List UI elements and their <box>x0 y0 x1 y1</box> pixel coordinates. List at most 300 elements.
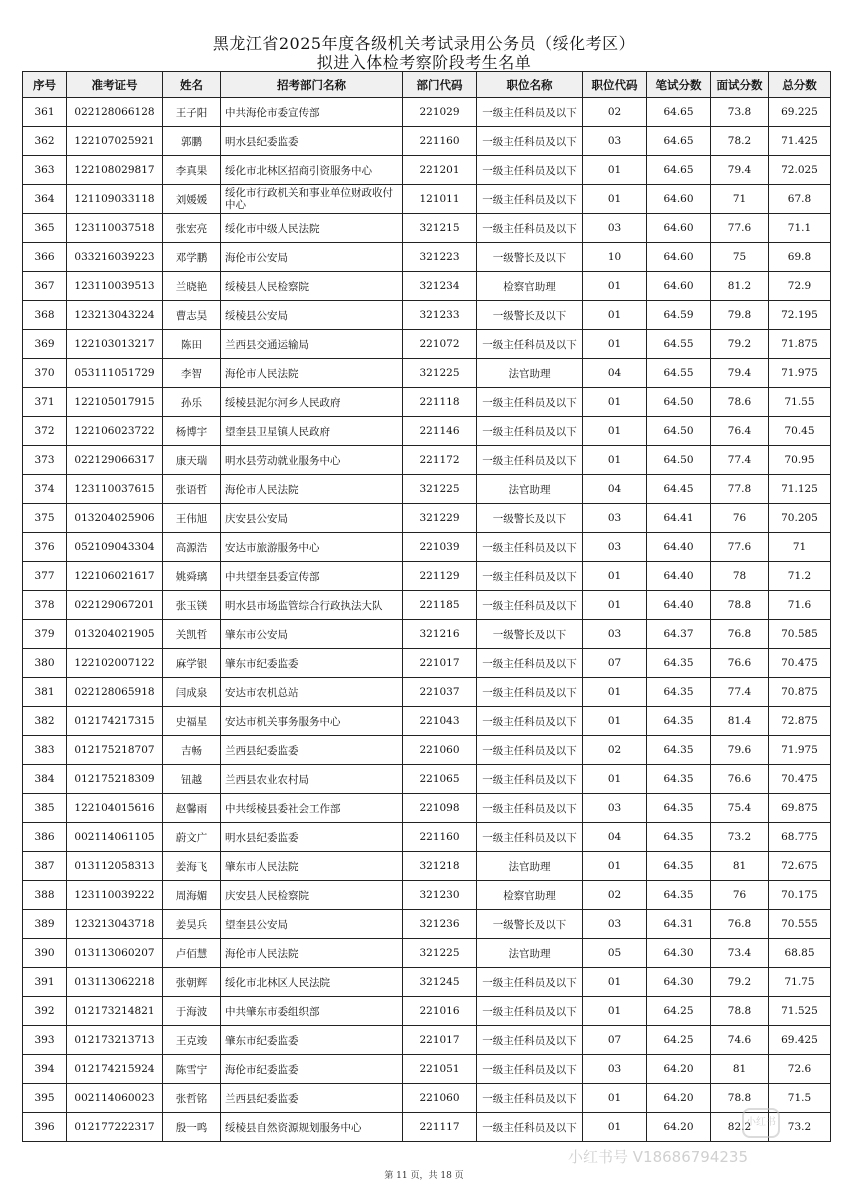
cell-department: 安达市农机总站 <box>221 678 403 707</box>
cell-exam-id: 123110039513 <box>67 272 163 301</box>
cell-department: 海伦市纪委监委 <box>221 1055 403 1084</box>
document-title: 黑龙江省2025年度各级机关考试录用公务员（绥化考区） <box>212 34 636 53</box>
column-header-dept-code: 部门代码 <box>403 72 477 98</box>
table-row <box>23 185 831 214</box>
cell-written-score: 64.35 <box>647 794 711 823</box>
table-row <box>23 475 831 504</box>
cell-position: 一级主任科员及以下 <box>477 388 583 417</box>
cell-total-score: 70.205 <box>769 504 831 533</box>
cell-total-score: 70.585 <box>769 620 831 649</box>
table-body <box>23 98 831 1142</box>
table-row <box>23 823 831 852</box>
cell-total-score: 71.125 <box>769 475 831 504</box>
cell-position: 一级主任科员及以下 <box>477 736 583 765</box>
cell-position-code: 01 <box>583 1113 647 1142</box>
cell-dept-code: 321225 <box>403 359 477 388</box>
cell-total-score: 69.875 <box>769 794 831 823</box>
cell-position: 法官助理 <box>477 359 583 388</box>
cell-position: 一级警长及以下 <box>477 243 583 272</box>
cell-total-score: 71.75 <box>769 968 831 997</box>
cell-department: 明水县纪委监委 <box>221 127 403 156</box>
cell-index: 386 <box>23 823 67 852</box>
cell-interview-score: 76.6 <box>711 765 769 794</box>
cell-exam-id: 121109033118 <box>67 185 163 214</box>
table-row <box>23 707 831 736</box>
cell-position: 检察官助理 <box>477 272 583 301</box>
cell-written-score: 64.41 <box>647 504 711 533</box>
cell-index: 367 <box>23 272 67 301</box>
cell-position: 法官助理 <box>477 939 583 968</box>
cell-position: 一级主任科员及以下 <box>477 794 583 823</box>
cell-dept-code: 321234 <box>403 272 477 301</box>
cell-index: 381 <box>23 678 67 707</box>
cell-index: 377 <box>23 562 67 591</box>
cell-position-code: 01 <box>583 388 647 417</box>
cell-name: 兰晓艳 <box>163 272 221 301</box>
cell-index: 374 <box>23 475 67 504</box>
table-row <box>23 649 831 678</box>
cell-index: 362 <box>23 127 67 156</box>
cell-total-score: 70.875 <box>769 678 831 707</box>
cell-index: 372 <box>23 417 67 446</box>
column-header-position-code: 职位代码 <box>583 72 647 98</box>
cell-name: 孙乐 <box>163 388 221 417</box>
cell-position-code: 01 <box>583 301 647 330</box>
cell-written-score: 64.35 <box>647 765 711 794</box>
cell-exam-id: 012174215924 <box>67 1055 163 1084</box>
cell-position: 一级主任科员及以下 <box>477 98 583 127</box>
cell-index: 376 <box>23 533 67 562</box>
cell-name: 李真果 <box>163 156 221 185</box>
table-row <box>23 359 831 388</box>
cell-exam-id: 013204021905 <box>67 620 163 649</box>
cell-name: 陈田 <box>163 330 221 359</box>
cell-name: 郭鹏 <box>163 127 221 156</box>
cell-written-score: 64.55 <box>647 359 711 388</box>
cell-exam-id: 123213043718 <box>67 910 163 939</box>
cell-department: 海伦市公安局 <box>221 243 403 272</box>
cell-written-score: 64.50 <box>647 388 711 417</box>
cell-department: 绥化市中级人民法院 <box>221 214 403 243</box>
table-row <box>23 504 831 533</box>
cell-position: 一级主任科员及以下 <box>477 1084 583 1113</box>
table-row <box>23 968 831 997</box>
candidate-table <box>22 71 831 1142</box>
cell-total-score: 71.55 <box>769 388 831 417</box>
cell-name: 张宏亮 <box>163 214 221 243</box>
cell-dept-code: 221072 <box>403 330 477 359</box>
cell-dept-code: 321216 <box>403 620 477 649</box>
cell-name: 张朝辉 <box>163 968 221 997</box>
cell-dept-code: 221098 <box>403 794 477 823</box>
cell-name: 张玉镁 <box>163 591 221 620</box>
cell-interview-score: 75 <box>711 243 769 272</box>
cell-position: 一级主任科员及以下 <box>477 649 583 678</box>
cell-position: 一级主任科员及以下 <box>477 562 583 591</box>
cell-interview-score: 79.2 <box>711 968 769 997</box>
cell-index: 394 <box>23 1055 67 1084</box>
cell-position-code: 04 <box>583 475 647 504</box>
cell-exam-id: 122106023722 <box>67 417 163 446</box>
cell-written-score: 64.60 <box>647 243 711 272</box>
table-row <box>23 214 831 243</box>
cell-position: 一级主任科员及以下 <box>477 1026 583 1055</box>
watermark-text: 小红书号 V18686794235 <box>568 1148 749 1166</box>
cell-position-code: 01 <box>583 997 647 1026</box>
cell-position-code: 01 <box>583 272 647 301</box>
cell-written-score: 64.45 <box>647 475 711 504</box>
table-row <box>23 1026 831 1055</box>
column-header-written-score: 笔试分数 <box>647 72 711 98</box>
cell-written-score: 64.20 <box>647 1113 711 1142</box>
cell-written-score: 64.35 <box>647 823 711 852</box>
cell-department: 庆安县人民检察院 <box>221 881 403 910</box>
table-row <box>23 272 831 301</box>
cell-name: 史福星 <box>163 707 221 736</box>
cell-total-score: 71.5 <box>769 1084 831 1113</box>
cell-index: 393 <box>23 1026 67 1055</box>
cell-position-code: 07 <box>583 1026 647 1055</box>
cell-department: 中共望奎县委宣传部 <box>221 562 403 591</box>
cell-position: 一级主任科员及以下 <box>477 968 583 997</box>
cell-interview-score: 71 <box>711 185 769 214</box>
cell-position-code: 01 <box>583 765 647 794</box>
cell-total-score: 70.45 <box>769 417 831 446</box>
cell-total-score: 70.95 <box>769 446 831 475</box>
cell-name: 刘媛媛 <box>163 185 221 214</box>
table-row <box>23 388 831 417</box>
cell-interview-score: 76.8 <box>711 910 769 939</box>
cell-interview-score: 78.8 <box>711 997 769 1026</box>
table-row <box>23 852 831 881</box>
cell-position: 一级主任科员及以下 <box>477 678 583 707</box>
cell-name: 康天瑞 <box>163 446 221 475</box>
cell-dept-code: 321229 <box>403 504 477 533</box>
cell-interview-score: 79.4 <box>711 359 769 388</box>
cell-index: 391 <box>23 968 67 997</box>
cell-written-score: 64.55 <box>647 330 711 359</box>
cell-exam-id: 022129066317 <box>67 446 163 475</box>
cell-interview-score: 76.4 <box>711 417 769 446</box>
cell-interview-score: 77.6 <box>711 533 769 562</box>
cell-index: 366 <box>23 243 67 272</box>
cell-exam-id: 022128065918 <box>67 678 163 707</box>
cell-written-score: 64.37 <box>647 620 711 649</box>
cell-department: 中共肇东市委组织部 <box>221 997 403 1026</box>
table-row <box>23 301 831 330</box>
cell-interview-score: 73.2 <box>711 823 769 852</box>
cell-name: 赵馨雨 <box>163 794 221 823</box>
cell-total-score: 71.2 <box>769 562 831 591</box>
cell-total-score: 70.555 <box>769 910 831 939</box>
cell-name: 邓学鹏 <box>163 243 221 272</box>
cell-total-score: 71.875 <box>769 330 831 359</box>
cell-index: 380 <box>23 649 67 678</box>
cell-position: 一级主任科员及以下 <box>477 417 583 446</box>
cell-dept-code: 321233 <box>403 301 477 330</box>
cell-index: 375 <box>23 504 67 533</box>
cell-interview-score: 73.8 <box>711 98 769 127</box>
cell-department: 绥棱县泥尔河乡人民政府 <box>221 388 403 417</box>
cell-name: 姚舜璃 <box>163 562 221 591</box>
column-header-interview-score: 面试分数 <box>711 72 769 98</box>
cell-department: 肇东市纪委监委 <box>221 1026 403 1055</box>
cell-interview-score: 81.4 <box>711 707 769 736</box>
cell-position-code: 01 <box>583 156 647 185</box>
table-row <box>23 736 831 765</box>
cell-position: 法官助理 <box>477 852 583 881</box>
cell-dept-code: 221118 <box>403 388 477 417</box>
cell-department: 明水县劳动就业服务中心 <box>221 446 403 475</box>
table-row <box>23 939 831 968</box>
cell-dept-code: 221039 <box>403 533 477 562</box>
cell-total-score: 73.2 <box>769 1113 831 1142</box>
table-row <box>23 1113 831 1142</box>
cell-name: 麻学银 <box>163 649 221 678</box>
cell-interview-score: 79.2 <box>711 330 769 359</box>
cell-position: 一级主任科员及以下 <box>477 1055 583 1084</box>
cell-index: 396 <box>23 1113 67 1142</box>
cell-total-score: 71 <box>769 533 831 562</box>
cell-index: 392 <box>23 997 67 1026</box>
cell-dept-code: 321236 <box>403 910 477 939</box>
cell-total-score: 71.1 <box>769 214 831 243</box>
cell-index: 389 <box>23 910 67 939</box>
table-row <box>23 156 831 185</box>
cell-position: 一级主任科员及以下 <box>477 185 583 214</box>
cell-interview-score: 74.6 <box>711 1026 769 1055</box>
cell-position: 一级主任科员及以下 <box>477 1113 583 1142</box>
cell-department: 绥棱县人民检察院 <box>221 272 403 301</box>
cell-index: 368 <box>23 301 67 330</box>
cell-total-score: 72.195 <box>769 301 831 330</box>
cell-index: 382 <box>23 707 67 736</box>
cell-exam-id: 122102007122 <box>67 649 163 678</box>
cell-position-code: 10 <box>583 243 647 272</box>
cell-total-score: 72.9 <box>769 272 831 301</box>
cell-written-score: 64.30 <box>647 968 711 997</box>
cell-exam-id: 013112058313 <box>67 852 163 881</box>
watermark-logo: 小红书 <box>742 1108 780 1138</box>
cell-exam-id: 012175218309 <box>67 765 163 794</box>
cell-written-score: 64.20 <box>647 1055 711 1084</box>
cell-dept-code: 221029 <box>403 98 477 127</box>
cell-position-code: 01 <box>583 678 647 707</box>
cell-position-code: 01 <box>583 417 647 446</box>
cell-exam-id: 123110039222 <box>67 881 163 910</box>
cell-dept-code: 221017 <box>403 1026 477 1055</box>
cell-written-score: 64.35 <box>647 852 711 881</box>
cell-department: 兰西县纪委监委 <box>221 1084 403 1113</box>
cell-total-score: 72.675 <box>769 852 831 881</box>
cell-position: 一级主任科员及以下 <box>477 214 583 243</box>
cell-position-code: 01 <box>583 1084 647 1113</box>
cell-dept-code: 221016 <box>403 997 477 1026</box>
cell-exam-id: 122108029817 <box>67 156 163 185</box>
cell-dept-code: 321223 <box>403 243 477 272</box>
column-header-total-score: 总分数 <box>769 72 831 98</box>
cell-position: 法官助理 <box>477 475 583 504</box>
cell-index: 395 <box>23 1084 67 1113</box>
table-row <box>23 765 831 794</box>
cell-position-code: 02 <box>583 98 647 127</box>
cell-interview-score: 81 <box>711 1055 769 1084</box>
cell-interview-score: 78 <box>711 562 769 591</box>
cell-written-score: 64.65 <box>647 127 711 156</box>
cell-exam-id: 122103013217 <box>67 330 163 359</box>
page-footer: 第 11 页，共 18 页 <box>384 1171 464 1181</box>
cell-exam-id: 052109043304 <box>67 533 163 562</box>
cell-interview-score: 73.4 <box>711 939 769 968</box>
cell-position: 一级主任科员及以下 <box>477 591 583 620</box>
cell-written-score: 64.65 <box>647 98 711 127</box>
cell-total-score: 71.6 <box>769 591 831 620</box>
table-header-row <box>23 72 831 98</box>
cell-interview-score: 78.6 <box>711 388 769 417</box>
cell-position: 一级主任科员及以下 <box>477 823 583 852</box>
cell-dept-code: 221201 <box>403 156 477 185</box>
cell-department: 绥棱县公安局 <box>221 301 403 330</box>
cell-total-score: 71.425 <box>769 127 831 156</box>
cell-position-code: 01 <box>583 852 647 881</box>
table-row <box>23 678 831 707</box>
cell-position: 一级主任科员及以下 <box>477 533 583 562</box>
cell-exam-id: 033216039223 <box>67 243 163 272</box>
cell-total-score: 71.525 <box>769 997 831 1026</box>
cell-department: 庆安县公安局 <box>221 504 403 533</box>
cell-written-score: 64.31 <box>647 910 711 939</box>
cell-position: 一级主任科员及以下 <box>477 446 583 475</box>
cell-written-score: 64.60 <box>647 185 711 214</box>
cell-dept-code: 321218 <box>403 852 477 881</box>
cell-department: 肇东市公安局 <box>221 620 403 649</box>
cell-dept-code: 221185 <box>403 591 477 620</box>
column-header-department: 招考部门名称 <box>221 72 403 98</box>
cell-dept-code: 221065 <box>403 765 477 794</box>
cell-name: 王克竣 <box>163 1026 221 1055</box>
cell-department: 兰西县农业农村局 <box>221 765 403 794</box>
table-row <box>23 591 831 620</box>
cell-index: 363 <box>23 156 67 185</box>
table-row <box>23 997 831 1026</box>
cell-written-score: 64.25 <box>647 1026 711 1055</box>
table-row <box>23 127 831 156</box>
cell-department: 中共海伦市委宣传部 <box>221 98 403 127</box>
table-row <box>23 881 831 910</box>
cell-name: 关凯哲 <box>163 620 221 649</box>
cell-dept-code: 321245 <box>403 968 477 997</box>
cell-department: 绥化市北林区招商引资服务中心 <box>221 156 403 185</box>
cell-position-code: 03 <box>583 794 647 823</box>
cell-department: 兰西县纪委监委 <box>221 736 403 765</box>
table-row <box>23 794 831 823</box>
cell-position-code: 01 <box>583 968 647 997</box>
cell-dept-code: 321215 <box>403 214 477 243</box>
cell-exam-id: 012175218707 <box>67 736 163 765</box>
cell-written-score: 64.35 <box>647 678 711 707</box>
cell-department: 望奎县卫星镇人民政府 <box>221 417 403 446</box>
cell-interview-score: 81 <box>711 852 769 881</box>
cell-name: 姜昊兵 <box>163 910 221 939</box>
cell-position: 一级主任科员及以下 <box>477 997 583 1026</box>
cell-index: 361 <box>23 98 67 127</box>
cell-position-code: 07 <box>583 649 647 678</box>
cell-department: 海伦市人民法院 <box>221 475 403 504</box>
cell-written-score: 64.40 <box>647 591 711 620</box>
cell-dept-code: 221043 <box>403 707 477 736</box>
cell-department: 肇东市纪委监委 <box>221 649 403 678</box>
cell-written-score: 64.35 <box>647 707 711 736</box>
cell-written-score: 64.20 <box>647 1084 711 1113</box>
cell-total-score: 70.475 <box>769 649 831 678</box>
cell-name: 陈雪宁 <box>163 1055 221 1084</box>
cell-exam-id: 123110037518 <box>67 214 163 243</box>
cell-name: 闫成泉 <box>163 678 221 707</box>
cell-dept-code: 221146 <box>403 417 477 446</box>
cell-position-code: 01 <box>583 591 647 620</box>
cell-total-score: 72.875 <box>769 707 831 736</box>
cell-index: 378 <box>23 591 67 620</box>
cell-department: 绥棱县自然资源规划服务中心 <box>221 1113 403 1142</box>
cell-name: 于海波 <box>163 997 221 1026</box>
cell-dept-code: 321225 <box>403 475 477 504</box>
cell-name: 杨博宇 <box>163 417 221 446</box>
cell-interview-score: 77.8 <box>711 475 769 504</box>
cell-index: 384 <box>23 765 67 794</box>
cell-written-score: 64.60 <box>647 214 711 243</box>
cell-total-score: 72.6 <box>769 1055 831 1084</box>
cell-position: 一级警长及以下 <box>477 620 583 649</box>
column-header-name: 姓名 <box>163 72 221 98</box>
cell-exam-id: 013113060207 <box>67 939 163 968</box>
cell-department: 肇东市人民法院 <box>221 852 403 881</box>
cell-interview-score: 76 <box>711 881 769 910</box>
cell-name: 卢佰慧 <box>163 939 221 968</box>
cell-position-code: 01 <box>583 562 647 591</box>
cell-position-code: 01 <box>583 330 647 359</box>
column-header-exam-id: 准考证号 <box>67 72 163 98</box>
cell-exam-id: 123213043224 <box>67 301 163 330</box>
cell-name: 王伟旭 <box>163 504 221 533</box>
cell-department: 望奎县公安局 <box>221 910 403 939</box>
cell-interview-score: 76.8 <box>711 620 769 649</box>
cell-position-code: 03 <box>583 910 647 939</box>
cell-department: 兰西县交通运输局 <box>221 330 403 359</box>
cell-dept-code: 221117 <box>403 1113 477 1142</box>
cell-department: 绥化市行政机关和事业单位财政收付中心 <box>221 185 403 214</box>
cell-exam-id: 002114060023 <box>67 1084 163 1113</box>
cell-interview-score: 77.4 <box>711 446 769 475</box>
cell-written-score: 64.65 <box>647 156 711 185</box>
cell-written-score: 64.35 <box>647 881 711 910</box>
cell-index: 371 <box>23 388 67 417</box>
cell-department: 明水县市场监管综合行政执法大队 <box>221 591 403 620</box>
cell-dept-code: 221017 <box>403 649 477 678</box>
cell-name: 王子阳 <box>163 98 221 127</box>
table-row <box>23 1055 831 1084</box>
cell-position: 一级主任科员及以下 <box>477 707 583 736</box>
cell-exam-id: 012173214821 <box>67 997 163 1026</box>
cell-name: 吉畅 <box>163 736 221 765</box>
cell-index: 373 <box>23 446 67 475</box>
cell-dept-code: 221172 <box>403 446 477 475</box>
cell-exam-id: 013113062218 <box>67 968 163 997</box>
cell-position-code: 04 <box>583 359 647 388</box>
cell-total-score: 69.8 <box>769 243 831 272</box>
cell-position: 一级警长及以下 <box>477 504 583 533</box>
cell-exam-id: 022128066128 <box>67 98 163 127</box>
table-row <box>23 330 831 359</box>
